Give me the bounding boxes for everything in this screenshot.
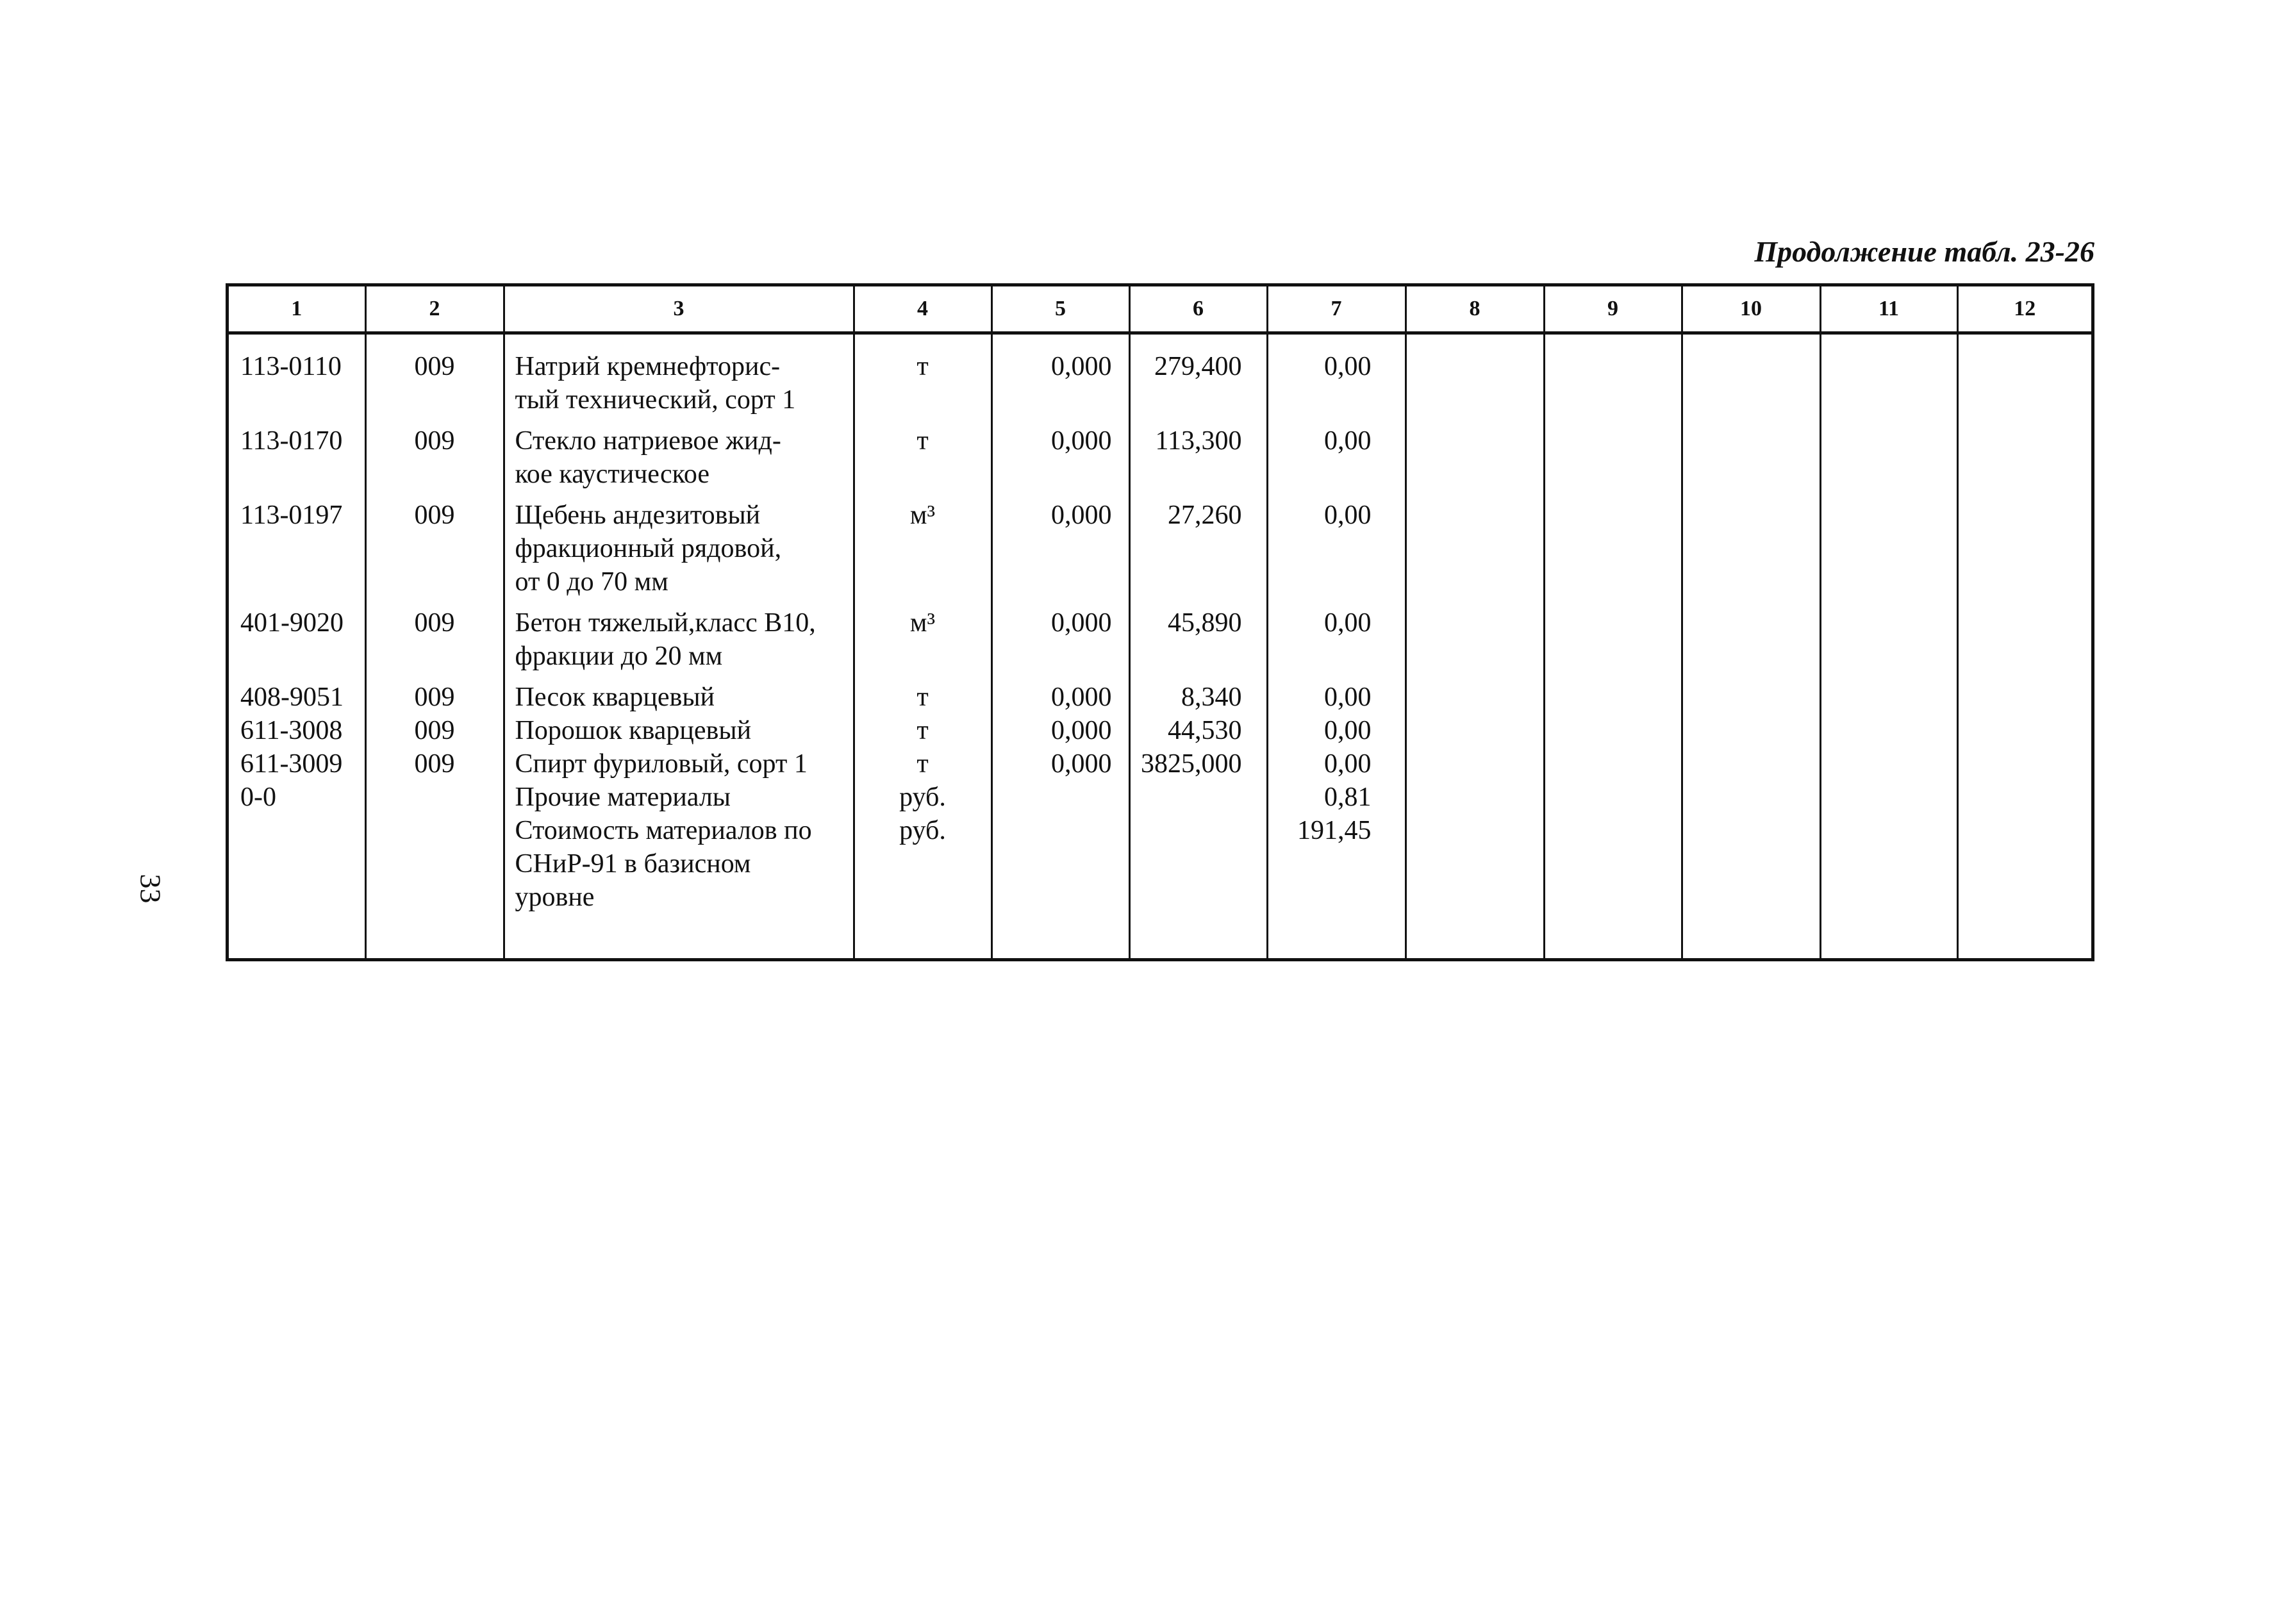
blank-line	[993, 640, 1129, 673]
row-code	[229, 814, 365, 847]
row-price: 45,890	[1168, 608, 1242, 638]
header-row	[229, 286, 2091, 333]
body-row	[229, 333, 2091, 959]
blank-line	[1268, 881, 1405, 914]
column-12	[1957, 333, 2091, 959]
row-quantity	[993, 781, 1129, 814]
row-quantity: 0,000	[1051, 716, 1112, 745]
row-sum: 191,45	[1297, 816, 1372, 845]
blank-line	[229, 640, 365, 673]
blank-line	[855, 458, 991, 491]
blank-line	[1268, 565, 1405, 599]
blank-line	[993, 532, 1129, 565]
row-code: 113-0170	[240, 426, 343, 456]
column-header-4: 4	[854, 286, 991, 333]
blank-line	[993, 881, 1129, 914]
blank-line	[1131, 532, 1266, 565]
row-code: 611-3008	[240, 716, 343, 745]
blank-line	[367, 532, 503, 565]
column-header-7: 7	[1267, 286, 1405, 333]
blank-line	[1268, 532, 1405, 565]
row-number: 009	[414, 683, 455, 712]
blank-line	[229, 458, 365, 491]
column-sum	[1267, 333, 1405, 959]
blank-line	[855, 532, 991, 565]
row-sum: 0,00	[1324, 683, 1372, 712]
column-name	[504, 333, 854, 959]
blank-line	[229, 565, 365, 599]
column-header-9: 9	[1544, 286, 1682, 333]
row-code: 0-0	[240, 783, 276, 812]
table-caption: Продолжение табл. 23-26	[1754, 235, 2094, 268]
blank-line	[367, 565, 503, 599]
blank-line	[993, 383, 1129, 417]
row-code: 611-3009	[240, 749, 343, 779]
row-sum: 0,00	[1324, 608, 1372, 638]
blank-line	[1131, 458, 1266, 491]
row-price: 3825,000	[1141, 749, 1242, 779]
row-name-line: Порошок кварцевый	[515, 716, 752, 745]
blank-line	[229, 881, 365, 914]
column-number	[365, 333, 504, 959]
column-header-11: 11	[1820, 286, 1957, 333]
column-header-3: 3	[504, 286, 854, 333]
row-name-line: от 0 до 70 мм	[515, 567, 668, 597]
row-unit: т	[916, 716, 929, 745]
row-name-line: Щебень андезитовый	[515, 501, 761, 530]
row-number	[367, 781, 503, 814]
row-unit: т	[916, 683, 929, 712]
column-11	[1820, 333, 1957, 959]
blank-line	[1268, 640, 1405, 673]
row-name-line: Натрий кремнефторис-	[515, 352, 781, 381]
blank-line	[367, 640, 503, 673]
row-unit: м³	[909, 501, 936, 530]
column-code	[229, 333, 365, 959]
blank-line	[1131, 847, 1266, 881]
row-unit: т	[916, 426, 929, 456]
column-header-12: 12	[1957, 286, 2091, 333]
row-code: 113-0197	[240, 501, 343, 530]
row-unit: т	[916, 352, 929, 381]
column-unit	[854, 333, 991, 959]
row-unit: руб.	[899, 783, 946, 812]
row-price: 113,300	[1155, 426, 1242, 456]
row-quantity: 0,000	[1051, 426, 1112, 456]
row-quantity: 0,000	[1051, 608, 1112, 638]
column-header-10: 10	[1682, 286, 1820, 333]
row-name-line: Прочие материалы	[515, 783, 731, 812]
row-name-line: Стекло натриевое жид-	[515, 426, 781, 456]
row-name-line: тый технический, сорт 1	[515, 385, 796, 415]
row-unit: руб.	[899, 816, 946, 845]
row-sum: 0,00	[1324, 749, 1372, 779]
row-code: 113-0110	[240, 352, 342, 381]
blank-line	[1268, 458, 1405, 491]
row-number: 009	[414, 426, 455, 456]
blank-line	[855, 565, 991, 599]
blank-line	[993, 458, 1129, 491]
blank-line	[229, 532, 365, 565]
page-number: 33	[134, 874, 167, 904]
blank-line	[229, 383, 365, 417]
row-number: 009	[414, 501, 455, 530]
row-number: 009	[414, 608, 455, 638]
row-name-line: Стоимость материалов по	[515, 816, 812, 845]
row-quantity: 0,000	[1051, 352, 1112, 381]
row-number: 009	[414, 352, 455, 381]
row-price: 44,530	[1168, 716, 1242, 745]
column-header-6: 6	[1129, 286, 1267, 333]
blank-line	[367, 383, 503, 417]
blank-line	[855, 383, 991, 417]
blank-line	[993, 565, 1129, 599]
row-name-line: фракционный рядовой,	[515, 534, 782, 563]
blank-line	[229, 847, 365, 881]
row-sum: 0,00	[1324, 352, 1372, 381]
row-quantity: 0,000	[1051, 749, 1112, 779]
blank-line	[1268, 383, 1405, 417]
blank-line	[367, 847, 503, 881]
column-quantity	[991, 333, 1129, 959]
row-price	[1131, 781, 1266, 814]
materials-grid	[229, 286, 2091, 958]
row-name-line: кое каустическое	[515, 460, 710, 489]
row-quantity	[993, 814, 1129, 847]
row-quantity: 0,000	[1051, 683, 1112, 712]
row-price: 27,260	[1168, 501, 1242, 530]
row-price: 8,340	[1181, 683, 1242, 712]
blank-line	[855, 640, 991, 673]
column-header-5: 5	[991, 286, 1129, 333]
row-name-line: Спирт фуриловый, сорт 1	[515, 749, 808, 779]
blank-line	[855, 881, 991, 914]
row-code: 401-9020	[240, 608, 344, 638]
column-header-1: 1	[229, 286, 365, 333]
row-price	[1131, 814, 1266, 847]
column-9	[1544, 333, 1682, 959]
row-sum: 0,00	[1324, 716, 1372, 745]
row-name-line: уровне	[515, 882, 595, 912]
row-name-line: Бетон тяжелый,класс В10,	[515, 608, 816, 638]
row-number	[367, 814, 503, 847]
row-name-line: Песок кварцевый	[515, 683, 715, 712]
row-name-line: СНиР-91 в базисном	[515, 849, 751, 879]
column-price	[1129, 333, 1267, 959]
blank-line	[1268, 847, 1405, 881]
materials-table	[226, 283, 2094, 961]
blank-line	[993, 847, 1129, 881]
blank-line	[855, 847, 991, 881]
row-unit: т	[916, 749, 929, 779]
row-price: 279,400	[1154, 352, 1242, 381]
row-sum: 0,00	[1324, 426, 1372, 456]
row-number: 009	[414, 749, 455, 779]
column-10	[1682, 333, 1820, 959]
row-sum: 0,00	[1324, 501, 1372, 530]
column-header-2: 2	[365, 286, 504, 333]
row-sum: 0,81	[1324, 783, 1372, 812]
row-quantity: 0,000	[1051, 501, 1112, 530]
blank-line	[367, 458, 503, 491]
column-header-8: 8	[1405, 286, 1544, 333]
row-code: 408-9051	[240, 683, 344, 712]
blank-line	[1131, 640, 1266, 673]
blank-line	[367, 881, 503, 914]
row-name-line: фракции до 20 мм	[515, 642, 723, 671]
column-8	[1405, 333, 1544, 959]
row-number: 009	[414, 716, 455, 745]
row-unit: м³	[909, 608, 936, 638]
blank-line	[1131, 565, 1266, 599]
blank-line	[1131, 383, 1266, 417]
blank-line	[1131, 881, 1266, 914]
